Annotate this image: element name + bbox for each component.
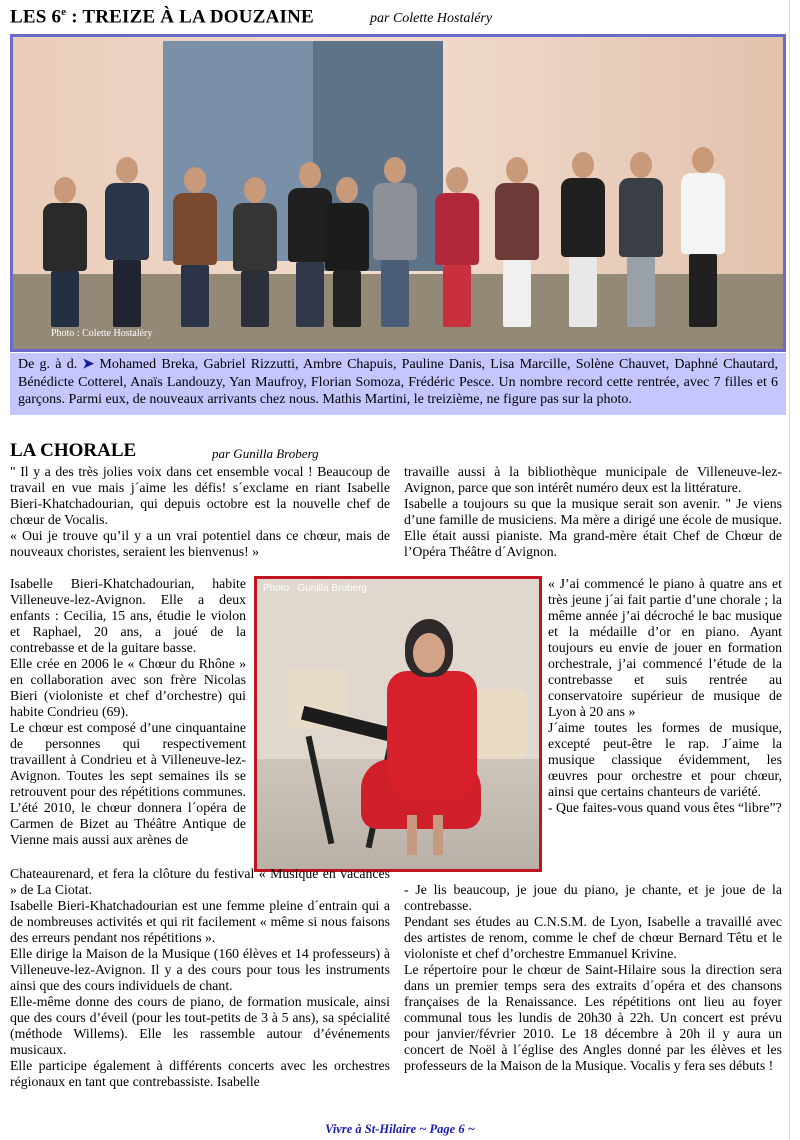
title-rest: : TREIZE À LA DOUZAINE xyxy=(66,6,314,28)
student-figure xyxy=(495,157,539,327)
photo-caption xyxy=(10,353,786,415)
article-col-right-bottom xyxy=(404,882,782,1074)
arrow-right-icon: ➤ xyxy=(82,357,95,372)
caption-lead: De g. à d. xyxy=(18,357,78,372)
article-col-right-top xyxy=(404,464,782,560)
paragraph: - Que faites-vous quand vous êtes “libre”? xyxy=(548,800,782,815)
article-col-left-top xyxy=(10,464,390,560)
paragraph: Pendant ses études au C.N.S.M. de Lyon, Isabelle a travaillé avec des artistes de renom, comme le chef de chœur Bernard Têtu et le violoniste et chef d’orchestre Emmanuel Krivine. xyxy=(404,914,782,961)
paragraph: Isabelle a toujours su que la musique serait son avenir. " Je viens d’une famille de musiciens. Ma mère a dirigé une école de musique. Elle était aussi pianiste. Ma grand-mère était Chef de Chœur de l’Opéra Théâtre d´Avignon. xyxy=(404,496,782,559)
student-figure xyxy=(681,147,725,327)
title-sup: e xyxy=(61,6,67,18)
title-prefix: LES 6 xyxy=(10,6,62,28)
student-figure xyxy=(373,157,417,327)
page-edge-divider xyxy=(789,0,790,1140)
paragraph: Le chœur est composé d’une cinquantaine de personnes qui respectivement travaillent à Condrieu et à Villeneuve-lez-Avignon. Toutes les sept semaines ils se retrouvent pour des répétitions communes. L’été 2010, le chœur donnera l´opéra de Carmen de Bizet au Théâtre Antique de Vienne mais aussi aux arènes de xyxy=(10,720,246,847)
paragraph: travaille aussi à la bibliothèque municipale de Villeneuve-lez-Avignon, parce que son intérêt numéro deux est la littérature. xyxy=(404,464,782,495)
student-figure xyxy=(435,167,479,327)
student-figure xyxy=(43,177,87,327)
photo-credit: Photo : Colette Hostaléry xyxy=(51,328,153,339)
section-title-chorale: LA CHORALE xyxy=(10,440,137,461)
paragraph: Isabelle Bieri-Khatchadourian est une femme pleine d´entrain qui a de nombreuses activités et qui rit facilement « même si nous faisons des erreurs pendant nos répétitions ». xyxy=(10,898,390,945)
choir-director-photo xyxy=(254,576,542,872)
student-figure xyxy=(325,177,369,327)
student-figure xyxy=(233,177,277,327)
paragraph: Chateaurenard, et fera la clôture du festival « Musique en vacances » de La Ciotat. xyxy=(10,866,390,897)
student-figure xyxy=(619,152,663,327)
caption-text: Mohamed Breka, Gabriel Rizzutti, Ambre Chapuis, Pauline Danis, Lisa Marcille, Solène Chauvet, Daphné Chautard, Bénédicte Cotterel, Anaïs Landouzy, Yan Maufroy, Florian Somoza, Frédéric Pesce. Un nombre record cette rentrée, avec 7 filles et 6 garçons. Parmi eux, de nouveaux arrivants chez nous. Mathis Martini, le treizième, ne figure pas sur la photo. xyxy=(18,357,778,407)
paragraph: « Oui je trouve qu’il y a un vrai potentiel dans ce chœur, mais de nouveaux choristes, seraient les bienvenus! » xyxy=(10,528,390,559)
paragraph: J´aime toutes les formes de musique, excepté peut-être le rap. J´aime la musique classique évidemment, les œuvres pour orchestre et pour chœur, ainsi que certains chanteurs de variété. xyxy=(548,720,782,799)
article-col-right-mid xyxy=(548,576,782,816)
student-figure xyxy=(561,152,605,327)
article-col-left-mid xyxy=(10,576,246,848)
byline-broberg: par Gunilla Broberg xyxy=(212,446,319,461)
paragraph: Le répertoire pour le chœur de Saint-Hilaire sous la direction sera dans un premier temps sera des extraits d´opéra et des chansons françaises de la Renaissance. Les répétitions ont lieu au foyer communal tous les lundis de 20h30 à 22h. Un concert est prévu pour janvier/février 2010. Le 18 décembre à 20h il y aura un concert de Noël à l´église des Angles donné par les élèves et les professeurs de la Maison de la Musique. Vocalis y fera ses débuts ! xyxy=(404,962,782,1073)
article-col-left-bottom xyxy=(10,866,390,1090)
student-figure xyxy=(173,167,217,327)
page-footer: Vivre à St-Hilaire ~ Page 6 ~ xyxy=(325,1122,475,1136)
photo-credit: Photo : Gunilla Broberg xyxy=(263,583,367,594)
student-figure xyxy=(105,157,149,327)
section-title-treize xyxy=(10,6,314,28)
class-group-photo xyxy=(10,34,786,352)
paragraph: Elle crée en 2006 le « Chœur du Rhône » en collaboration avec son frère Nicolas Bieri (violoniste et chef d’orchestre) qui habite Condrieu (69). xyxy=(10,656,246,719)
paragraph: Isabelle Bieri-Khatchadourian, habite Villeneuve-lez-Avignon. Elle a deux enfants : Cecilia, 15 ans, étudie le violon et Raphael, 20 ans, a joué de la contrebasse et de la guitare basse. xyxy=(10,576,246,655)
byline-hostalery: par Colette Hostaléry xyxy=(370,11,493,26)
paragraph: " Il y a des très jolies voix dans cet ensemble vocal ! Beaucoup de travail en vue mais j´aime les défis! s´exclame en riant Isabelle Bieri-Khatchadourian, qui depuis octobre est la nouvelle chef de chœur de Vocalis. xyxy=(10,464,390,527)
paragraph: Elle dirige la Maison de la Musique (160 élèves et 14 professeurs) à Villeneuve-lez-Avignon. Il y a des cours pour tous les instruments ainsi que des cours individuels de chant. xyxy=(10,946,390,993)
paragraph: Elle-même donne des cours de piano, de formation musicale, ainsi que des cours d’éveil (pour les tout-petits de 3 à 5 ans), sa spécialité (méthode Willems). Elle les rassemble autour d’événements musicaux. xyxy=(10,994,390,1057)
paragraph: - Je lis beaucoup, je joue du piano, je chante, et je joue de la contrebasse. xyxy=(404,882,782,913)
paragraph: « J’ai commencé le piano à quatre ans et très jeune j´ai fait partie d’une chorale ; la même année j’ai décroché le bac musique et la médaille d’or en piano. Ayant toujours eu envie de jouer en formation orchestrale, j’ai commencé l’étude de la contrebasse et suis rentrée au conservatoire supérieur de musique de Lyon à 20 ans » xyxy=(548,576,782,719)
paragraph: Elle participe également à différents concerts avec les orchestres régionaux en tant que contrebassiste. Isabelle xyxy=(10,1058,390,1089)
